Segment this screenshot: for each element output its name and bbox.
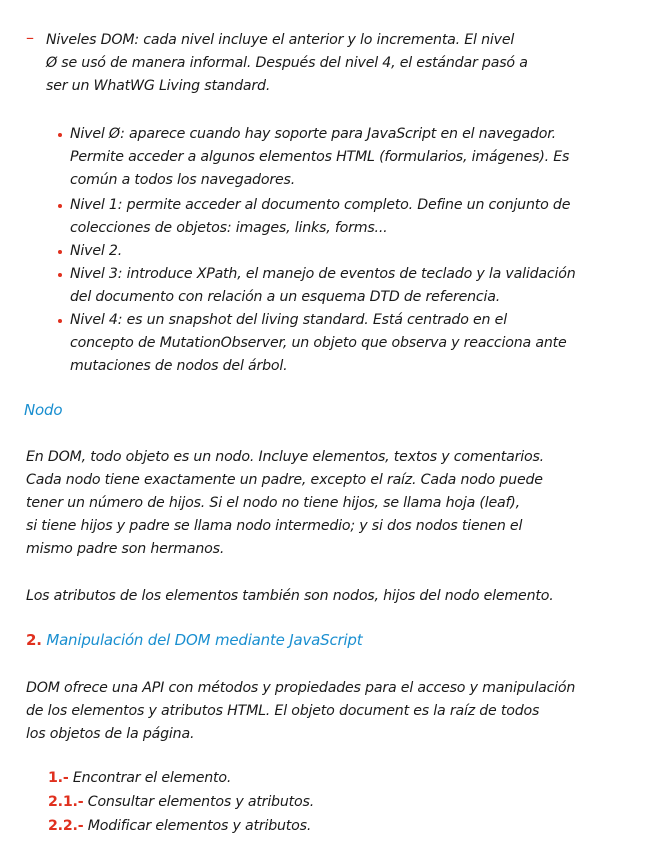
intro-line-2: Ø se usó de manera informal. Después del nivel 4, el estándar pasó a	[46, 55, 528, 71]
nodo-paragraph-line-2: Cada nodo tiene exactamente un padre, excepto el raíz. Cada nodo puede	[26, 472, 543, 488]
bullet-dot	[58, 319, 62, 323]
intro-line-3: ser un WhatWG Living standard.	[46, 78, 271, 94]
step-item	[48, 792, 314, 812]
step-text: Modificar elementos y atributos.	[87, 818, 312, 834]
step-number: 2.1.-	[48, 794, 84, 810]
bullet-dot	[58, 250, 62, 254]
level-3-line-2: del documento con relación a un esquema DTD de referencia.	[70, 289, 501, 305]
section-heading-2	[26, 630, 362, 650]
nodo-paragraph-line-5: mismo padre son hermanos.	[26, 541, 225, 557]
step-item	[48, 816, 311, 836]
bullet-dot	[58, 204, 62, 208]
section-number: 2.	[26, 631, 42, 649]
api-paragraph-line-2: de los elementos y atributos HTML. El objeto document es la raíz de todos	[26, 703, 540, 719]
level-1-line-2: colecciones de objetos: images, links, forms...	[70, 220, 388, 236]
dash-marker: –	[26, 28, 34, 47]
step-item	[48, 768, 231, 788]
step-text: Consultar elementos y atributos.	[87, 794, 315, 810]
section-heading-nodo: Nodo	[24, 401, 63, 419]
attributes-line: Los atributos de los elementos también son nodos, hijos del nodo elemento.	[26, 588, 554, 604]
nodo-paragraph-line-3: tener un número de hijos. Si el nodo no tiene hijos, se llama hoja (leaf),	[26, 495, 520, 511]
level-1-line-1: Nivel 1: permite acceder al documento completo. Define un conjunto de	[70, 197, 571, 213]
nodo-paragraph-line-1: En DOM, todo objeto es un nodo. Incluye elementos, textos y comentarios.	[26, 449, 544, 465]
step-number: 1.-	[48, 770, 69, 786]
step-number: 2.2.-	[48, 818, 84, 834]
level-0-line-2: Permite acceder a algunos elementos HTML (formularios, imágenes). Es	[70, 149, 570, 165]
nodo-paragraph-line-4: si tiene hijos y padre se llama nodo intermedio; y si dos nodos tienen el	[26, 518, 523, 534]
level-0-line-3: común a todos los navegadores.	[70, 172, 296, 188]
section-title: Manipulación del DOM mediante JavaScript	[46, 631, 363, 649]
level-3-line-1: Nivel 3: introduce XPath, el manejo de eventos de teclado y la validación	[70, 266, 576, 282]
level-4-line-1: Nivel 4: es un snapshot del living standard. Está centrado en el	[70, 312, 507, 328]
bullet-dot	[58, 133, 62, 137]
api-paragraph-line-3: los objetos de la página.	[26, 726, 195, 742]
api-paragraph-line-1: DOM ofrece una API con métodos y propiedades para el acceso y manipulación	[26, 680, 576, 696]
intro-line-1: Niveles DOM: cada nivel incluye el anterior y lo incrementa. El nivel	[46, 32, 515, 48]
level-0-line-1: Nivel Ø: aparece cuando hay soporte para JavaScript en el navegador.	[70, 126, 556, 142]
level-4-line-3: mutaciones de nodos del árbol.	[70, 358, 288, 374]
step-text: Encontrar el elemento.	[72, 770, 232, 786]
bullet-dot	[58, 273, 62, 277]
level-4-line-2: concepto de MutationObserver, un objeto que observa y reacciona ante	[70, 335, 567, 351]
level-2-line-1: Nivel 2.	[70, 243, 123, 259]
